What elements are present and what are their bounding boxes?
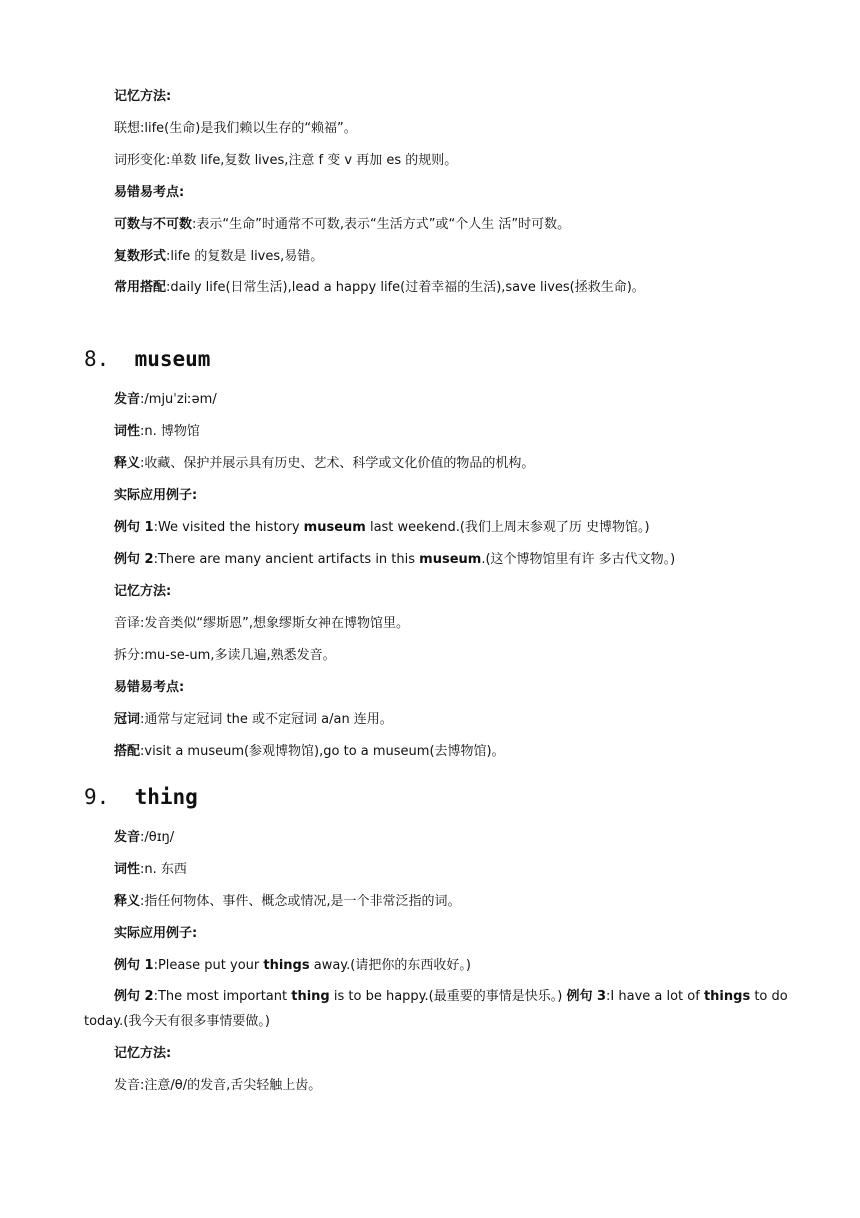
- pitfall-heading: 易错易考点:: [114, 680, 185, 695]
- definition-line: 释义:收藏、保护并展示具有历史、艺术、科学或文化价值的物品的机构。: [114, 456, 535, 471]
- examples-heading: 实际应用例子:: [114, 926, 198, 941]
- collocation-note: 搭配:visit a museum(参观博物馆),go to a museum(去博物馆)。: [114, 744, 505, 759]
- word-form-text: 词形变化:单数 life,复数 lives,注意 f 变 v 再加 es 的规则。: [114, 153, 458, 168]
- section-heading-thing: [84, 782, 198, 812]
- sound-tip: 音译:发音类似“缪斯恩”,想象缪斯女神在博物馆里。: [114, 616, 409, 631]
- example-sentences-2-3: 例句 2:The most important thing is to be happy.(最重要的事情是快乐。) 例句 3:I have a lot of things to do today.(我今天有很多事情要做。): [84, 989, 788, 1029]
- plural-note: 复数形式:life 的复数是 lives,易错。: [114, 249, 324, 264]
- part-of-speech-line: 词性:n. 博物馆: [114, 424, 200, 439]
- pitfall-heading: 易错易考点:: [114, 185, 185, 200]
- memory-method-heading: 记忆方法:: [114, 89, 172, 104]
- article-note: 冠词:通常与定冠词 the 或不定冠词 a/an 连用。: [114, 712, 393, 727]
- example-sentence-1: 例句 1:We visited the history museum last weekend.(我们上周末参观了历 史博物馆。): [114, 520, 650, 535]
- section-number: 8.: [84, 347, 110, 371]
- memory-method-heading: 记忆方法:: [114, 1046, 172, 1061]
- section-word: museum: [134, 347, 211, 371]
- memory-method-heading: 记忆方法:: [114, 584, 172, 599]
- collocation-note: 常用搭配:daily life(日常生活),lead a happy life(过着幸福的生活),save lives(拯救生命)。: [114, 280, 645, 295]
- pronunciation-line: 发音:/mjuˈziːəm/: [114, 392, 217, 407]
- part-of-speech-line: 词性:n. 东西: [114, 862, 187, 877]
- section-heading-museum: [84, 344, 210, 374]
- section-word: thing: [134, 785, 198, 809]
- example-sentence-1: 例句 1:Please put your things away.(请把你的东西收好。): [114, 958, 471, 973]
- split-tip: 拆分:mu-se-um,多读几遍,熟悉发音。: [114, 648, 336, 663]
- association-text: 联想:life(生命)是我们赖以生存的“赖福”。: [114, 121, 357, 136]
- section-number: 9.: [84, 785, 110, 809]
- definition-line: 释义:指任何物体、事件、概念或情况,是一个非常泛指的词。: [114, 894, 461, 909]
- countable-note: 可数与不可数:表示“生命”时通常不可数,表示“生活方式”或“个人生 活”时可数。: [114, 217, 571, 232]
- pronunciation-tip: 发音:注意/θ/的发音,舌尖轻触上齿。: [114, 1078, 322, 1093]
- examples-heading: 实际应用例子:: [114, 488, 198, 503]
- example-sentence-2: 例句 2:There are many ancient artifacts in this museum.(这个博物馆里有许 多古代文物。): [114, 552, 676, 567]
- pronunciation-line: 发音:/θɪŋ/: [114, 830, 175, 845]
